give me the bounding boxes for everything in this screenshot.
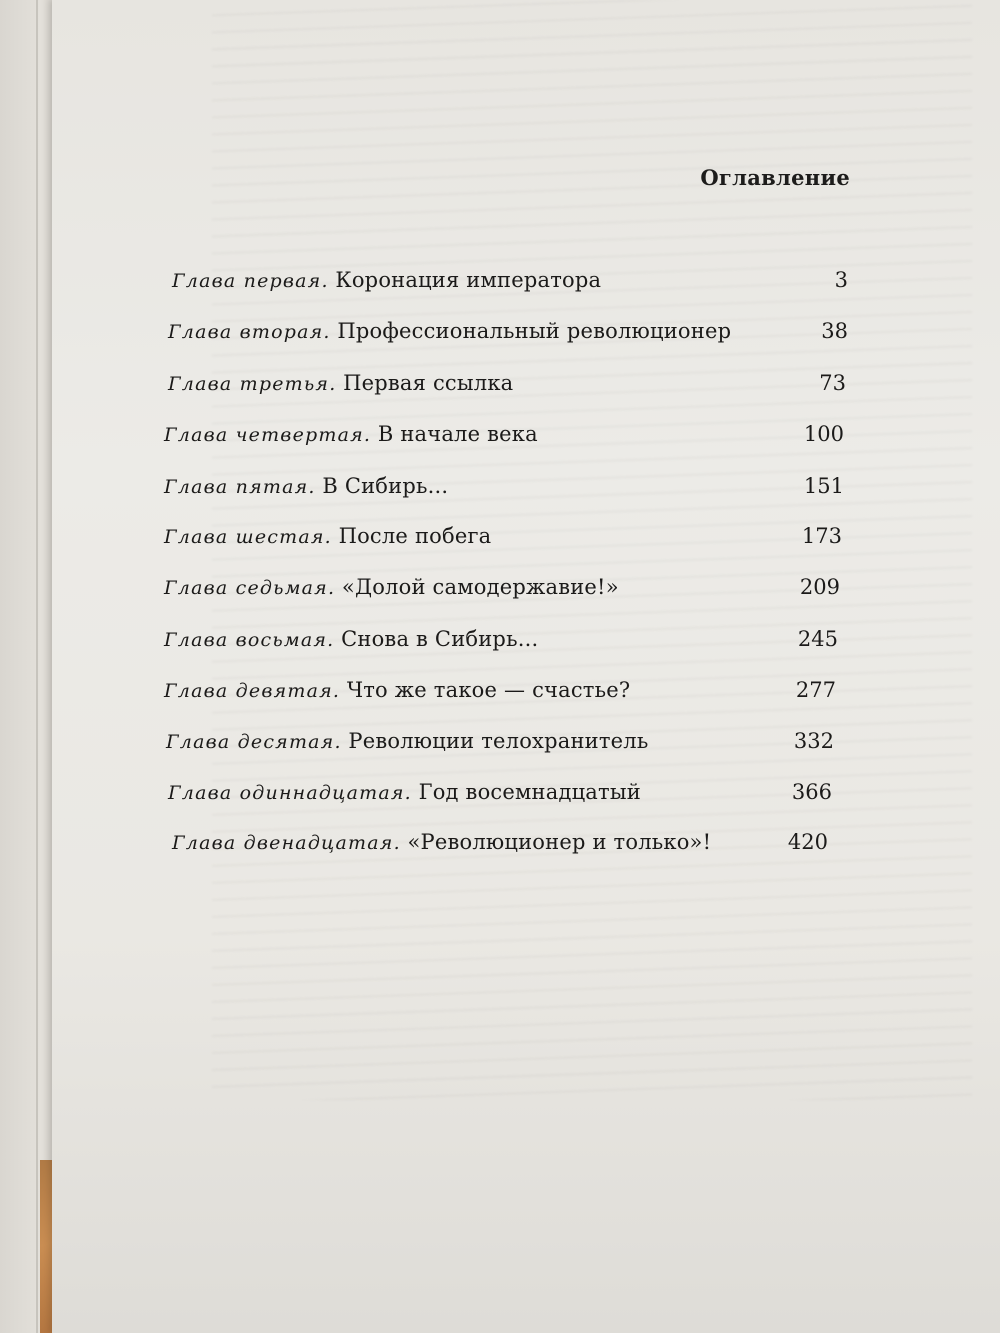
chapter-label: Глава первая. [172, 270, 329, 292]
chapter-title: Год восемнадцатый [418, 780, 641, 804]
toc-entry [164, 474, 844, 508]
toc-entry [172, 830, 828, 864]
page-number: 332 [793, 729, 834, 753]
page-number: 100 [803, 422, 844, 446]
chapter-label: Глава одиннадцатая. [168, 782, 412, 804]
toc-entry [168, 371, 846, 405]
toc-entry-text [164, 524, 491, 548]
toc-entry [164, 422, 844, 456]
chapter-title: В Сибирь... [322, 474, 449, 498]
chapter-title: После побега [338, 524, 492, 548]
chapter-label: Глава седьмая. [164, 577, 336, 599]
page-number: 73 [819, 371, 846, 395]
toc-entry [164, 627, 838, 661]
toc-entry-text [168, 319, 731, 343]
toc-entry-text [168, 780, 641, 804]
toc-entry-text [164, 575, 619, 599]
page-number: 245 [797, 627, 838, 651]
page-number: 209 [799, 575, 840, 599]
toc-entry-text [166, 729, 648, 753]
page-number: 173 [801, 524, 842, 548]
chapter-title: Снова в Сибирь... [341, 627, 539, 651]
toc-entry [172, 268, 848, 302]
page-number: 38 [821, 319, 848, 343]
chapter-title: Первая ссылка [343, 371, 514, 395]
chapter-label: Глава восьмая. [164, 629, 335, 651]
toc-entry-text [172, 268, 601, 292]
chapter-title: Профессиональный революционер [337, 319, 732, 343]
chapter-label: Глава десятая. [166, 731, 342, 753]
toc-entry-text [172, 830, 711, 854]
page-number: 366 [791, 780, 832, 804]
chapter-label: Глава вторая. [168, 321, 331, 343]
chapter-title: «Революционер и только»! [407, 830, 712, 854]
toc-entry-text [164, 422, 538, 446]
toc-entry-text [164, 627, 538, 651]
page-number: 151 [803, 474, 844, 498]
page-number: 3 [834, 268, 848, 292]
toc-entry [168, 319, 848, 353]
chapter-label: Глава третья. [168, 373, 337, 395]
toc-entry [166, 729, 834, 763]
toc-entry-text [164, 678, 630, 702]
chapter-label: Глава пятая. [164, 476, 316, 498]
page-number: 277 [795, 678, 836, 702]
toc-entry [164, 678, 836, 712]
page-number: 420 [787, 830, 828, 854]
chapter-title: В начале века [377, 422, 538, 446]
toc-entry-text [168, 371, 513, 395]
chapter-label: Глава двенадцатая. [172, 832, 401, 854]
chapter-title: Что же такое — счастье? [346, 678, 631, 702]
toc-entry [164, 524, 842, 558]
chapter-title: Коронация императора [335, 268, 602, 292]
page-title: Оглавление [700, 165, 850, 190]
toc-entry [164, 575, 840, 609]
chapter-label: Глава четвертая. [164, 424, 372, 446]
chapter-title: «Долой самодержавие!» [341, 575, 619, 599]
chapter-title: Революции телохранитель [348, 729, 649, 753]
chapter-label: Глава шестая. [164, 526, 332, 548]
toc-entry-text [164, 474, 448, 498]
chapter-label: Глава девятая. [164, 680, 341, 702]
toc-entry [168, 780, 832, 814]
